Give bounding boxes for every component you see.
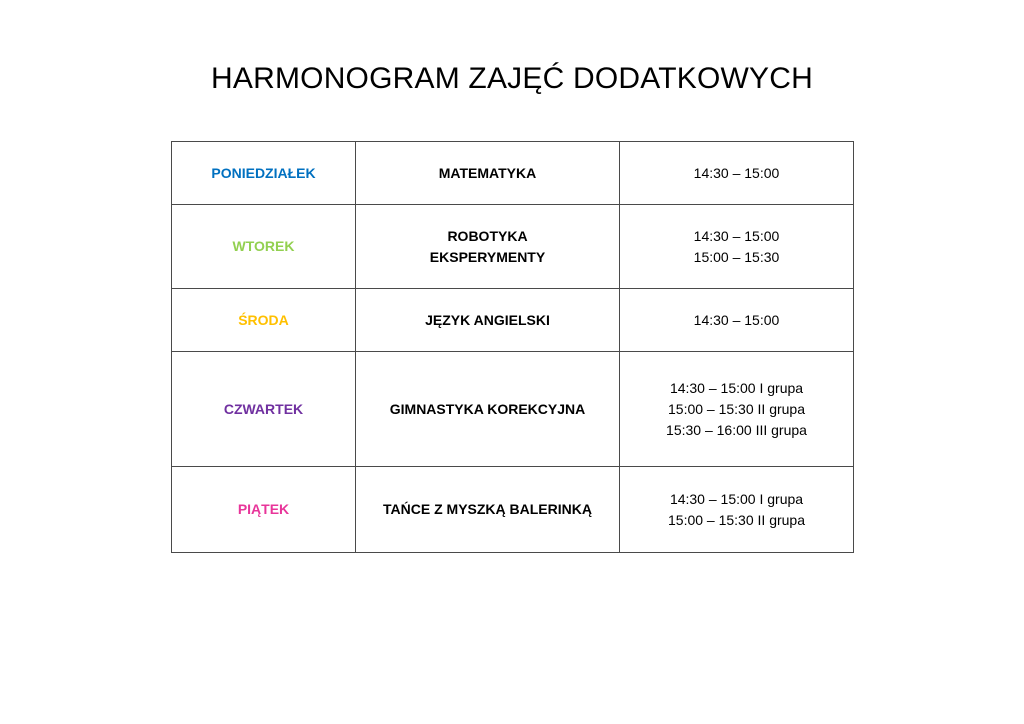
day-cell-thursday — [172, 352, 356, 467]
time-label: 15:00 – 15:30 II grupa — [668, 511, 805, 528]
subject-label: EKSPERYMENTY — [429, 248, 546, 265]
subject-cell-friday — [356, 467, 620, 553]
day-label-monday: PONIEDZIAŁEK — [211, 164, 316, 181]
table-row-thursday — [172, 352, 854, 467]
table-row-friday — [172, 467, 854, 553]
table-row-monday — [172, 142, 854, 205]
time-label: 14:30 – 15:00 — [693, 227, 780, 244]
subject-cell-monday — [356, 142, 620, 205]
time-label: 14:30 – 15:00 — [693, 311, 780, 328]
subject-label: ROBOTYKA — [447, 227, 528, 244]
time-label: 15:30 – 16:00 III grupa — [666, 421, 807, 438]
subject-cell-wednesday — [356, 289, 620, 352]
schedule-table — [171, 141, 854, 553]
day-cell-monday — [172, 142, 356, 205]
subject-label: MATEMATYKA — [438, 164, 537, 181]
day-label-thursday: CZWARTEK — [223, 400, 304, 417]
day-cell-friday — [172, 467, 356, 553]
time-cell-tuesday — [620, 205, 854, 289]
day-label-friday: PIĄTEK — [237, 501, 290, 517]
time-label: 15:00 – 15:30 II grupa — [668, 400, 805, 417]
subject-cell-thursday — [356, 352, 620, 467]
subject-cell-tuesday — [356, 205, 620, 289]
time-cell-wednesday — [620, 289, 854, 352]
day-cell-wednesday — [172, 289, 356, 352]
subject-label: JĘZYK ANGIELSKI — [425, 311, 550, 328]
table-row-wednesday — [172, 289, 854, 352]
time-label: 15:00 – 15:30 — [693, 248, 780, 265]
time-label: 14:30 – 15:00 I grupa — [669, 379, 804, 396]
time-label: 14:30 – 15:00 I grupa — [669, 490, 804, 507]
day-label-tuesday: WTOREK — [232, 238, 295, 254]
time-cell-thursday — [620, 352, 854, 467]
time-cell-monday — [620, 142, 854, 205]
table-row-tuesday — [172, 205, 854, 289]
subject-label: GIMNASTYKA KOREKCYJNA — [389, 400, 586, 417]
day-cell-tuesday — [172, 205, 356, 289]
subject-label: TAŃCE Z MYSZKĄ BALERINKĄ — [383, 501, 592, 517]
page-title: HARMONOGRAM ZAJĘĆ DODATKOWYCH — [211, 62, 813, 95]
time-cell-friday — [620, 467, 854, 553]
day-label-wednesday: ŚRODA — [238, 311, 289, 328]
time-label: 14:30 – 15:00 — [693, 164, 780, 181]
